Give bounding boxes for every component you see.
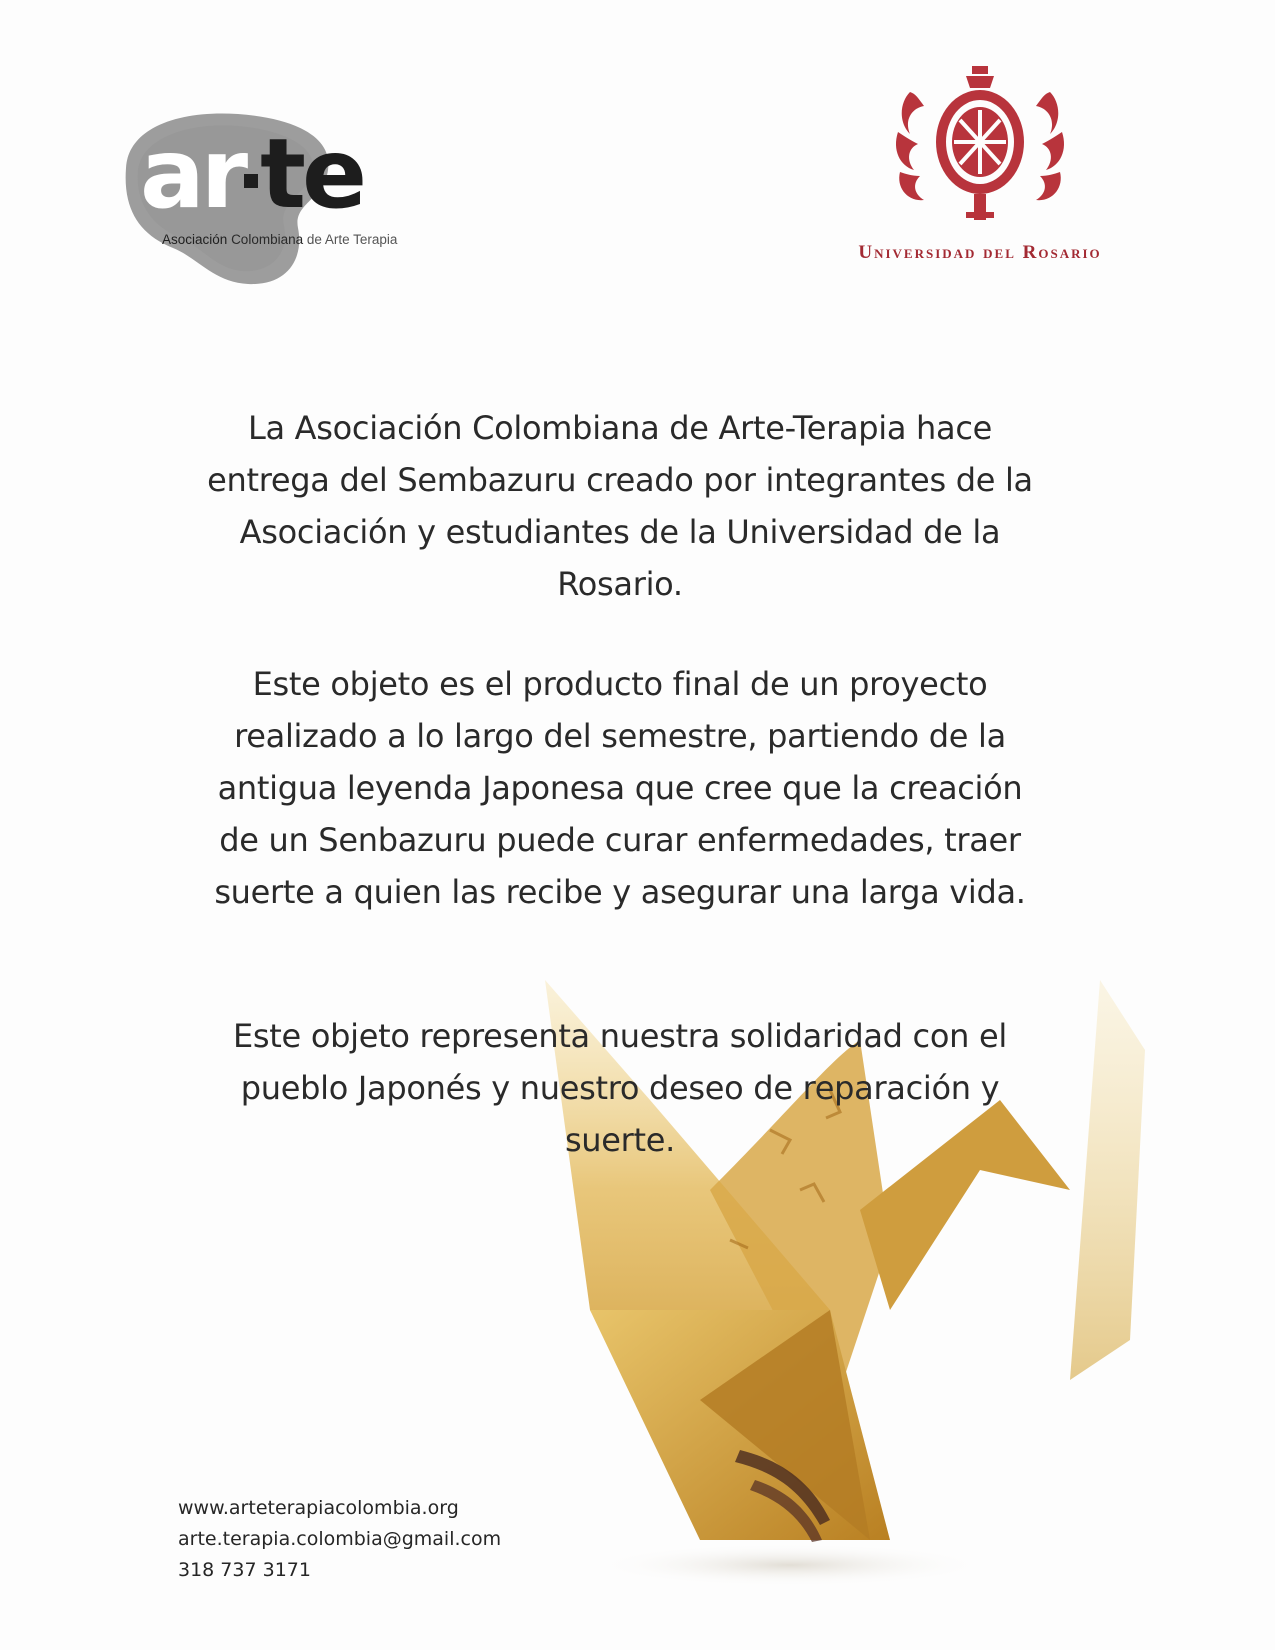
arte-wordmark-dot-icon <box>244 174 258 188</box>
email-link[interactable]: arte.terapia.colombia@gmail.com <box>178 1528 502 1550</box>
rosario-crest-icon <box>890 62 1070 232</box>
paragraph-1-line-3: Asociación y estudiantes de la Universidad de la <box>239 513 1001 551</box>
rosario-name: Universidad del Rosario <box>858 242 1102 263</box>
paragraph-3 <box>140 1010 1100 1166</box>
phone-number: 318 737 3171 <box>178 1559 311 1581</box>
paragraph-3-line-1: Este objeto representa nuestra solidaridad con el <box>233 1017 1007 1055</box>
paragraph-1 <box>140 402 1100 610</box>
arte-subtitle-word-1: Asociación <box>162 232 228 247</box>
universidad-rosario-logo <box>820 62 1140 272</box>
arte-subtitle-word-3: de Arte Terapia <box>306 232 398 247</box>
paragraph-1-line-2: entrega del Sembazuru creado por integrantes de la <box>207 461 1033 499</box>
paragraph-2 <box>140 658 1100 918</box>
arte-wordmark-te: te <box>260 118 364 230</box>
paragraph-1-line-4: Rosario. <box>557 565 683 603</box>
paragraph-2-line-1: Este objeto es el producto final de un proyecto <box>252 665 988 703</box>
contact-info <box>178 1493 501 1586</box>
paragraph-2-line-4: de un Senbazuru puede curar enfermedades, traer <box>219 821 1021 859</box>
paragraph-2-line-5: suerte a quien las recibe y asegurar una larga vida. <box>214 873 1026 911</box>
website-link[interactable]: www.arteterapiacolombia.org <box>178 1497 459 1519</box>
paragraph-2-line-2: realizado a lo largo del semestre, partiendo de la <box>234 717 1006 755</box>
arte-subtitle-word-2: Colombiana <box>231 232 304 247</box>
paragraph-1-line-1: La Asociación Colombiana de Arte-Terapia hace <box>247 409 993 447</box>
arte-wordmark-ar: ar <box>140 118 245 230</box>
paragraph-3-line-2: pueblo Japonés y nuestro deseo de reparación y <box>240 1069 1000 1107</box>
paragraph-2-line-3: antigua leyenda Japonesa que cree que la creación <box>217 769 1023 807</box>
arte-logo-subtitle <box>162 232 397 247</box>
arte-terapia-logo <box>118 108 458 288</box>
paragraph-3-line-3: suerte. <box>564 1121 676 1159</box>
arte-wordmark <box>140 118 364 230</box>
